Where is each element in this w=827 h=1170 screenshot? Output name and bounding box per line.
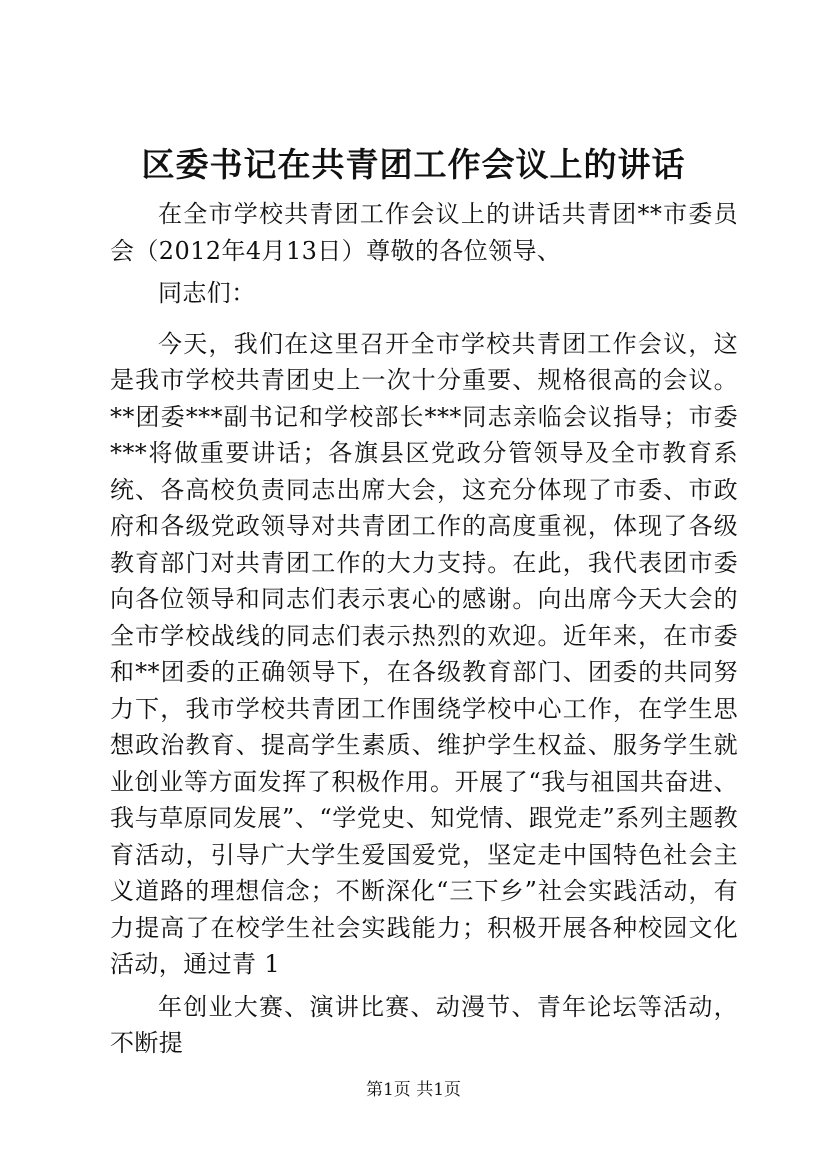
- paragraph-salutation: 同志们：: [158, 279, 256, 307]
- document-body: [110, 196, 738, 1062]
- page-number-footer: 第1页 共1页: [365, 1080, 462, 1100]
- paragraph-continuation: 年创业大赛、演讲比赛、动漫节、青年论坛等活动，不断提: [110, 992, 738, 1057]
- paragraph-intro: 在全市学校共青团工作会议上的讲话共青团**市委员会（2012年4月13日）尊敬的各位领导、: [110, 200, 738, 265]
- paragraph-main: 今天，我们在这里召开全市学校共青团工作会议，这是我市学校共青团史上一次十分重要、规格很高的会议。**团委***副书记和学校部长***同志亲临会议指导；市委***将做重要讲话；各旗县区党政分管领导及全市教育系统、各高校负责同志出席大会，这充分体现了市委、市政府和各级党政领导对共青团工作的高度重视，体现了各级教育部门对共青团工作的大力支持。在此，我代表团市委向各位领导和同志们表示衷心的感谢。向出席今天大会的全市学校战线的同志们表示热烈的欢迎。近年来，在市委和**团委的正确领导下，在各级教育部门、团委的共同努力下，我市学校共青团工作围绕学校中心工作，在学生思想政治教育、提高学生素质、维护学生权益、服务学生就业创业等方面发挥了积极作用。开展了“我与祖国共奋进、我与草原同发展”、“学党史、知党情、跟党走”系列主题教育活动，引导广大学生爱国爱党，坚定走中国特色社会主义道路的理想信念；不断深化“三下乡”社会实践活动，有力提高了在校学生社会实践能力；积极开展各种校园文化活动，通过青 1: [110, 329, 738, 978]
- document-title: 区委书记在共青团工作会议上的讲话: [141, 145, 686, 184]
